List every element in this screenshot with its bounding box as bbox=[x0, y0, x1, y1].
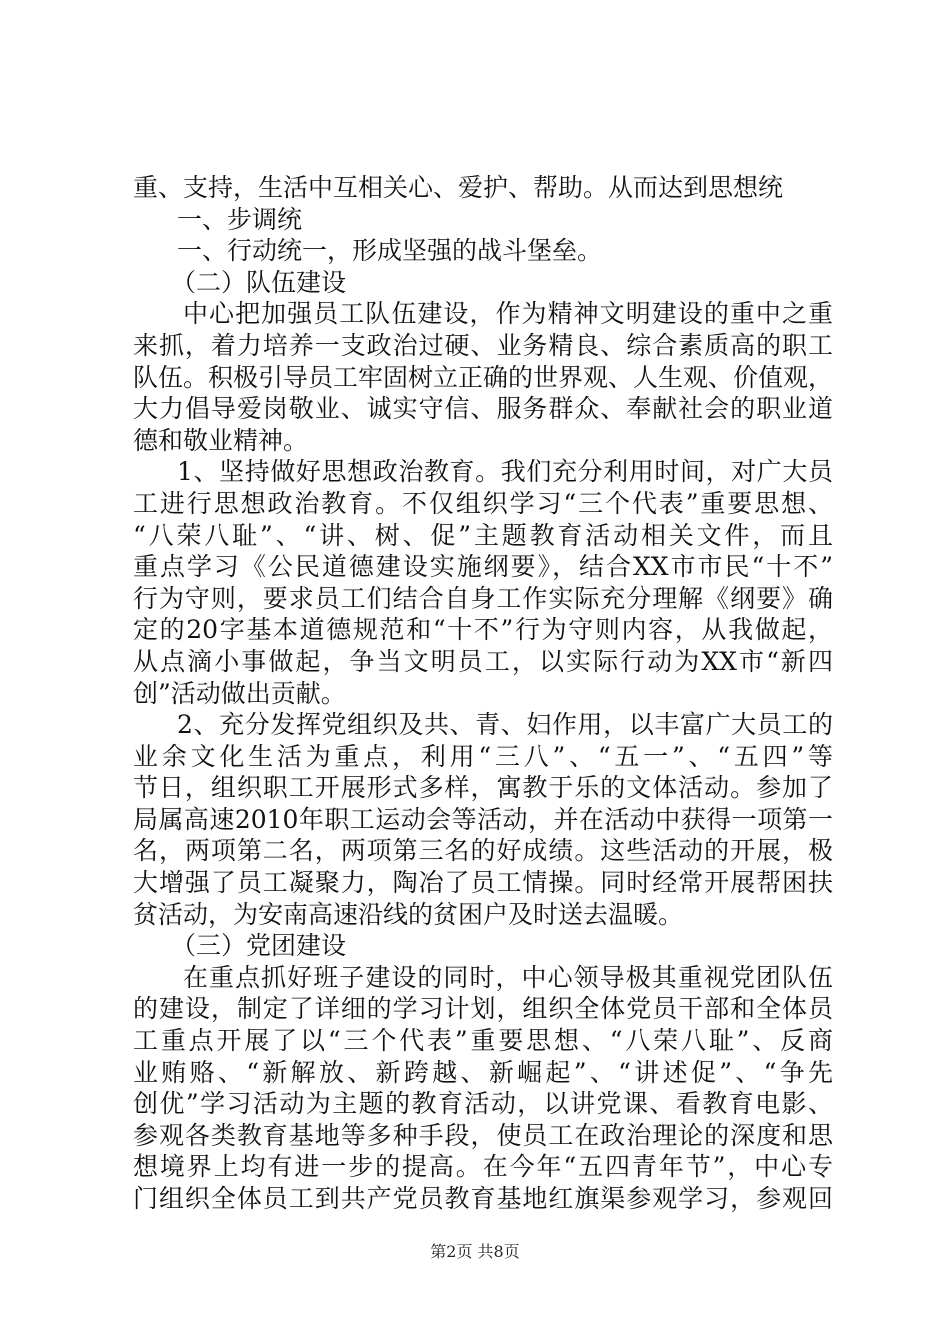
text-line: （二）队伍建设 bbox=[171, 267, 347, 297]
text-line: 工重点开展了以“三个代表”重要思想、“八荣八耻”、反商 bbox=[133, 1026, 833, 1056]
text-line: 业余文化生活为重点，利用“三八”、“五一”、“五四”等 bbox=[133, 741, 833, 771]
text-line: 贫活动，为安南高速沿线的贫困户及时送去温暖。 bbox=[133, 899, 684, 929]
text-line: “八荣八耻”、“讲、树、促”主题教育活动相关文件，而且 bbox=[133, 520, 833, 550]
text-line: 大增强了员工凝聚力，陶冶了员工情操。同时经常开展帮困扶 bbox=[133, 868, 833, 898]
text-line: （三）党团建设 bbox=[171, 931, 347, 961]
text-line: 参观各类教育基地等多种手段，使员工在政治理论的深度和思 bbox=[133, 1120, 833, 1150]
text-line: 行为守则，要求员工们结合自身工作实际充分理解《纲要》确 bbox=[133, 583, 833, 613]
text-line: 在重点抓好班子建设的同时，中心领导极其重视党团队伍 bbox=[183, 962, 833, 992]
text-line: 从点滴小事做起，争当文明员工，以实际行动为XX市“新四 bbox=[133, 646, 833, 676]
text-line: 的建设，制定了详细的学习计划，组织全体党员干部和全体员 bbox=[133, 994, 833, 1024]
text-line: 局属高速2010年职工运动会等活动，并在活动中获得一项第一 bbox=[133, 804, 833, 834]
text-line: 门组织全体员工到共产党员教育基地红旗渠参观学习，参观回 bbox=[133, 1184, 833, 1213]
text-line: 1、坚持做好思想政治教育。我们充分利用时间，对广大员 bbox=[177, 457, 833, 487]
page-footer: 第2页 共8页 bbox=[430, 1242, 520, 1261]
text-line: 2、充分发挥党组织及共、青、妇作用，以丰富广大员工的 bbox=[177, 710, 833, 740]
text-line: 队伍。积极引导员工牢固树立正确的世界观、人生观、价值观， bbox=[133, 362, 834, 392]
text-line: 节日，组织职工开展形式多样，寓教于乐的文体活动。参加了 bbox=[133, 773, 833, 803]
text-line: 名，两项第二名，两项第三名的好成绩。这些活动的开展，极 bbox=[133, 836, 833, 866]
text-line: 想境界上均有进一步的提高。在今年“五四青年节”，中心专 bbox=[133, 1152, 833, 1182]
text-line: 德和敬业精神。 bbox=[133, 425, 309, 455]
text-line: 重、支持，生活中互相关心、爱护、帮助。从而达到思想统 bbox=[133, 173, 784, 202]
text-line: 一、行动统一，形成坚强的战斗堡垒。 bbox=[177, 236, 603, 266]
text-line: 重点学习《公民道德建设实施纲要》，结合XX市市民“十不” bbox=[133, 552, 833, 582]
text-line: 定的20字基本道德规范和“十不”行为守则内容，从我做起， bbox=[133, 615, 833, 645]
text-line: 创优”学习活动为主题的教育活动，以讲党课、看教育电影、 bbox=[133, 1089, 833, 1119]
text-line: 大力倡导爱岗敬业、诚实守信、服务群众、奉献社会的职业道 bbox=[133, 394, 833, 424]
text-line: 一、步调统 bbox=[177, 204, 303, 234]
text-line: 工进行思想政治教育。不仅组织学习“三个代表”重要思想、 bbox=[133, 488, 833, 518]
text-line: 来抓，着力培养一支政治过硬、业务精良、综合素质高的职工 bbox=[133, 330, 833, 360]
text-line: 中心把加强员工队伍建设，作为精神文明建设的重中之重 bbox=[183, 299, 833, 329]
text-line: 创”活动做出贡献。 bbox=[133, 678, 346, 708]
text-line: 业贿赂、“新解放、新跨越、新崛起”、“讲述促”、“争先 bbox=[133, 1057, 833, 1087]
document-body bbox=[133, 172, 833, 1215]
